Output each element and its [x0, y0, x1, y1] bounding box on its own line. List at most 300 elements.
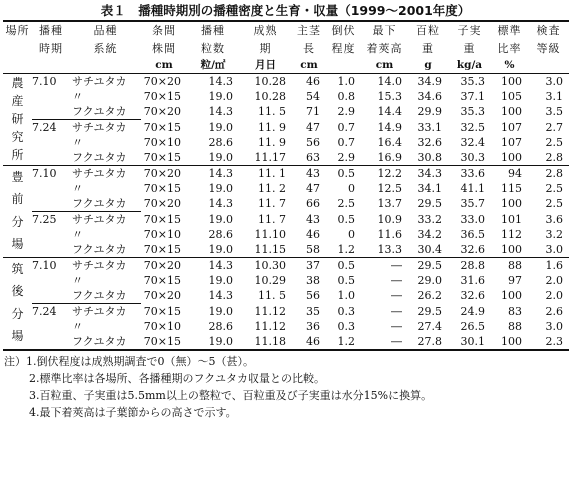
seeds-cell: 14.3: [208, 289, 233, 303]
spacing-cell: 70×15: [143, 151, 181, 164]
header-lodging-2: 程度: [331, 42, 356, 55]
seeds-cell: 28.6: [208, 320, 233, 333]
maturity-cell: 10.29: [254, 274, 286, 287]
stem-cell: 71: [306, 105, 320, 119]
maturity-cell: 11.10: [254, 228, 286, 241]
unit-ratio: %: [491, 58, 528, 74]
lodging-cell: 2.9: [337, 151, 355, 164]
table-row: [3, 150, 569, 166]
grade-cell: 1.6: [528, 258, 569, 274]
weight100-cell: 26.2: [417, 289, 442, 303]
yield-cell: 33.0: [460, 212, 485, 226]
yield-cell: 28.8: [448, 258, 491, 274]
yield-cell: 37.1: [460, 90, 485, 103]
ratio-cell: 88: [508, 320, 522, 333]
table-notes: [4, 353, 571, 421]
note-line: [4, 370, 571, 387]
table-row: [3, 227, 569, 242]
spacing-cell: 70×20: [141, 166, 187, 182]
stem-cell: 46: [292, 74, 326, 90]
lodging-cell: 0.8: [337, 90, 355, 103]
header-row-1: [3, 21, 569, 40]
note-line: [4, 353, 571, 370]
ratio-cell: 115: [501, 182, 522, 195]
cultivar-cell: サチユタカ: [70, 304, 141, 320]
site-char: 産: [11, 93, 24, 108]
cultivar-cell: フクユタカ: [72, 105, 127, 118]
stem-cell: 58: [306, 243, 320, 256]
note-line: [4, 404, 571, 421]
maturity-cell: 11.18: [254, 335, 286, 348]
seeds-cell: 19.0: [208, 120, 233, 134]
table-row: [3, 212, 569, 228]
spacing-cell: 70×15: [143, 304, 181, 318]
seeds-cell: 14.3: [208, 197, 233, 211]
yield-cell: 32.4: [460, 136, 485, 149]
weight100-cell: 33.2: [417, 212, 442, 226]
seeds-cell: 19.0: [208, 182, 233, 195]
yield-cell: 26.5: [460, 320, 485, 333]
pod-height-cell: 14.9: [377, 120, 402, 134]
header-grade: 検査: [528, 21, 569, 40]
spacing-cell: 70×20: [141, 258, 187, 274]
weight100-cell: 27.8: [417, 335, 442, 348]
ratio-cell: 107: [501, 136, 522, 149]
seeds-cell: 19.0: [208, 335, 233, 348]
cultivar-cell: フクユタカ: [72, 335, 127, 348]
period-cell: [32, 181, 70, 196]
spacing-cell: 70×15: [143, 212, 181, 226]
site-char: 筑: [11, 261, 24, 276]
ratio-cell: 100: [501, 197, 522, 211]
maturity-cell: 11. 9: [258, 136, 286, 149]
unit-period: [32, 58, 70, 74]
stem-cell: 47: [306, 120, 320, 134]
unit-pod-height: cm: [361, 58, 408, 74]
header-pod-height-2: 着莢高: [366, 42, 403, 55]
period-cell: [32, 334, 70, 350]
pod-height-cell: 14.0: [361, 74, 408, 90]
cultivar-cell: 〃: [72, 182, 83, 195]
period-cell: [32, 242, 70, 258]
period-cell: 7.24: [32, 120, 70, 136]
weight100-cell: 33.1: [417, 120, 442, 134]
maturity-cell: 11. 7: [258, 197, 286, 211]
pod-height-cell: 12.2: [361, 166, 408, 182]
period-cell: [32, 288, 70, 304]
grade-cell: 3.1: [545, 90, 563, 103]
period-cell: [32, 319, 70, 334]
maturity-cell: 10.28: [254, 90, 286, 103]
pod-height-cell: ―: [391, 274, 402, 287]
yield-cell: 24.9: [460, 304, 485, 318]
table-row: [3, 288, 569, 304]
maturity-cell: 11.15: [254, 243, 286, 256]
stem-cell: 36: [306, 320, 320, 333]
header-seeds: 播種: [187, 21, 239, 40]
weight100-cell: 29.5: [417, 197, 442, 211]
site-group: [3, 74, 569, 166]
cultivar-cell: 〃: [72, 274, 83, 287]
grade-cell: 2.5: [545, 136, 563, 149]
grade-cell: 2.5: [545, 197, 563, 211]
lodging-cell: 0.5: [326, 166, 361, 182]
table-row: [3, 181, 569, 196]
maturity-cell: 11. 5: [258, 289, 286, 303]
unit-lodging: [326, 58, 361, 74]
lodging-cell: 0.3: [337, 320, 355, 333]
table-row: [3, 135, 569, 150]
lodging-cell: 2.5: [337, 197, 355, 211]
cultivar-cell: 〃: [72, 320, 83, 333]
site-cell: [3, 166, 32, 258]
header-weight100-2: 重: [422, 42, 434, 55]
grade-cell: 3.2: [545, 228, 563, 241]
header-cultivar: 品種: [70, 21, 141, 40]
site-char: 究: [11, 129, 24, 144]
site-char: 農: [11, 75, 24, 90]
lodging-cell: 0.5: [337, 274, 355, 287]
period-cell: 7.10: [32, 166, 70, 182]
seeds-cell: 14.3: [208, 105, 233, 119]
period-cell: [32, 273, 70, 288]
yield-cell: 32.6: [460, 289, 485, 303]
header-site: 場所: [3, 21, 32, 40]
pod-height-cell: 14.4: [377, 105, 402, 119]
spacing-cell: 70×15: [143, 90, 181, 103]
seeds-cell: 19.0: [208, 243, 233, 256]
ratio-cell: 105: [501, 90, 522, 103]
period-cell: 7.10: [32, 258, 70, 274]
weight100-cell: 29.5: [408, 258, 448, 274]
seeds-cell: 28.6: [208, 136, 233, 149]
unit-weight100: g: [408, 58, 448, 74]
grade-cell: 2.8: [528, 166, 569, 182]
period-cell: [32, 104, 70, 120]
maturity-cell: 11. 5: [258, 105, 286, 119]
lodging-cell: 1.2: [337, 335, 355, 348]
spacing-cell: 70×15: [143, 335, 181, 348]
header-stem: 主茎: [292, 21, 326, 40]
weight100-cell: 30.8: [417, 151, 442, 164]
grade-cell: 2.7: [545, 120, 563, 134]
units-row: [3, 58, 569, 74]
weight100-cell: 34.2: [417, 228, 442, 241]
header-seeds-2: 粒数: [201, 42, 225, 55]
yield-cell: 32.6: [460, 243, 485, 256]
stem-cell: 54: [306, 90, 320, 103]
header-grade-2: 等級: [536, 42, 561, 55]
lodging-cell: 0.5: [326, 258, 361, 274]
grade-cell: 2.3: [545, 335, 563, 348]
grade-cell: 2.8: [545, 151, 563, 164]
note-text: 4.最下着莢高は子葉節からの高さで示す。: [29, 406, 237, 419]
seeds-cell: 14.3: [187, 74, 239, 90]
ratio-cell: 112: [501, 228, 522, 241]
header-maturity: 成熟: [239, 21, 292, 40]
yield-cell: 32.5: [460, 120, 485, 134]
grade-cell: 2.0: [545, 274, 563, 287]
stem-cell: 38: [306, 274, 320, 287]
weight100-cell: 29.5: [417, 304, 442, 318]
table-row: [3, 104, 569, 120]
ratio-cell: 97: [508, 274, 522, 287]
pod-height-cell: 16.4: [377, 136, 402, 149]
ratio-cell: 100: [491, 74, 528, 90]
lodging-cell: 1.0: [326, 74, 361, 90]
yield-cell: 35.7: [460, 197, 485, 211]
yield-cell: 31.6: [460, 274, 485, 287]
site-group: [3, 258, 569, 351]
header-spacing: 条間: [141, 21, 187, 40]
header-yield: 子実: [448, 21, 491, 40]
table-row: [3, 304, 569, 320]
cultivar-cell: サチユタカ: [70, 258, 141, 274]
header-period-2: 時期: [39, 42, 63, 55]
header-weight100: 百粒: [408, 21, 448, 40]
yield-cell: 30.3: [460, 151, 485, 164]
ratio-cell: 101: [501, 212, 522, 226]
spacing-cell: 70×15: [143, 243, 181, 256]
yield-cell: 35.3: [460, 105, 485, 119]
unit-spacing: cm: [141, 58, 187, 74]
seeds-cell: 28.6: [208, 228, 233, 241]
weight100-cell: 29.0: [417, 274, 442, 287]
grade-cell: 3.0: [528, 74, 569, 90]
pod-height-cell: ―: [391, 304, 402, 318]
header-stem-2: 長: [303, 42, 315, 55]
period-cell: 7.25: [32, 212, 70, 228]
stem-cell: 43: [306, 212, 320, 226]
header-lodging: 倒伏: [326, 21, 361, 40]
stem-cell: 63: [306, 151, 320, 164]
lodging-cell: 0.3: [337, 304, 355, 318]
seeds-cell: 14.3: [187, 166, 239, 182]
data-table: [3, 20, 569, 351]
table-row: [3, 258, 569, 274]
header-ratio: 標準: [491, 21, 528, 40]
weight100-cell: 34.1: [417, 182, 442, 195]
table-row: [3, 196, 569, 212]
site-cell: [3, 74, 32, 166]
stem-cell: 37: [292, 258, 326, 274]
unit-maturity: 月日: [239, 58, 292, 74]
header-yield-2: 重: [463, 42, 476, 55]
cultivar-cell: 〃: [72, 228, 83, 241]
lodging-cell: 2.9: [337, 105, 355, 119]
lodging-cell: 1.2: [337, 243, 355, 256]
period-cell: 7.10: [32, 74, 70, 90]
table-row: [3, 120, 569, 136]
site-cell: [3, 258, 32, 351]
spacing-cell: 70×10: [143, 136, 181, 149]
site-char: 豊: [11, 169, 24, 184]
spacing-cell: 70×15: [143, 120, 181, 134]
lodging-cell: 0: [348, 182, 355, 195]
stem-cell: 66: [306, 197, 320, 211]
maturity-cell: 11. 2: [258, 182, 286, 195]
site-char: 場: [11, 237, 24, 252]
ratio-cell: 83: [508, 304, 522, 318]
spacing-cell: 70×10: [143, 228, 181, 241]
yield-cell: 33.6: [448, 166, 491, 182]
pod-height-cell: ―: [391, 289, 402, 303]
maturity-cell: 11.12: [254, 304, 286, 318]
stem-cell: 47: [306, 182, 320, 195]
cultivar-cell: 〃: [72, 90, 83, 103]
maturity-cell: 10.28: [239, 74, 292, 90]
seeds-cell: 14.3: [187, 258, 239, 274]
grade-cell: 3.5: [545, 105, 563, 119]
table-caption: 表１ 播種時期別の播種密度と生育・収量（1999～2001年度）: [100, 3, 471, 18]
pod-height-cell: ―: [391, 335, 402, 348]
maturity-cell: 11. 7: [258, 212, 286, 226]
table-row: [3, 89, 569, 104]
pod-height-cell: 13.3: [377, 243, 402, 256]
yield-cell: 41.1: [460, 182, 485, 195]
maturity-cell: 11.17: [254, 151, 286, 164]
pod-height-cell: 15.3: [377, 90, 402, 103]
cultivar-cell: 〃: [72, 136, 83, 149]
maturity-cell: 11. 1: [239, 166, 292, 182]
weight100-cell: 29.9: [417, 105, 442, 119]
weight100-cell: 34.9: [408, 74, 448, 90]
cultivar-cell: フクユタカ: [72, 289, 127, 302]
pod-height-cell: 16.9: [377, 151, 402, 164]
ratio-cell: 100: [501, 243, 522, 256]
ratio-cell: 100: [501, 105, 522, 119]
table-row: [3, 74, 569, 90]
maturity-cell: 11.12: [254, 320, 286, 333]
maturity-cell: 11. 9: [258, 120, 286, 134]
pod-height-cell: 12.5: [377, 182, 402, 195]
unit-yield: kg/a: [448, 58, 491, 74]
seeds-cell: 19.0: [208, 90, 233, 103]
site-char: 所: [11, 147, 24, 162]
site-char: 分: [11, 306, 24, 321]
lodging-cell: 0.7: [337, 120, 355, 134]
grade-cell: 2.6: [545, 304, 563, 318]
yield-cell: 35.3: [448, 74, 491, 90]
ratio-cell: 107: [501, 120, 522, 134]
lodging-cell: 0.5: [337, 212, 355, 226]
stem-cell: 56: [306, 289, 320, 303]
stem-cell: 46: [306, 228, 320, 241]
header-site-2: [3, 40, 32, 58]
header-maturity-2: 期: [259, 42, 272, 55]
cultivar-cell: サチユタカ: [70, 166, 141, 182]
grade-cell: 3.6: [545, 212, 563, 226]
note-text: 2.標準比率は各場所、各播種期のフクユタカ収量との比較。: [29, 372, 325, 385]
period-cell: [32, 227, 70, 242]
unit-seeds: 粒/㎡: [187, 58, 239, 74]
unit-cultivar: [70, 58, 141, 74]
stem-cell: 43: [292, 166, 326, 182]
note-text: 1.倒伏程度は成熟期調査で0（無）～5（甚）。: [26, 355, 254, 368]
grade-cell: 2.5: [545, 182, 563, 195]
table-row: [3, 319, 569, 334]
site-char: 後: [11, 284, 24, 299]
table-row: [3, 334, 569, 350]
header-cultivar-2: 系統: [93, 42, 118, 55]
table-row: [3, 242, 569, 258]
site-char: 研: [11, 111, 24, 126]
lodging-cell: 0.7: [337, 136, 355, 149]
seeds-cell: 19.0: [208, 274, 233, 287]
lodging-cell: 1.0: [337, 289, 355, 303]
lodging-cell: 0: [348, 228, 355, 241]
header-pod-height: 最下: [361, 21, 408, 40]
cultivar-cell: サチユタカ: [70, 212, 141, 228]
cultivar-cell: サチユタカ: [70, 74, 141, 90]
cultivar-cell: フクユタカ: [72, 243, 127, 256]
weight100-cell: 30.4: [417, 243, 442, 256]
spacing-cell: 70×20: [141, 74, 187, 90]
ratio-cell: 88: [491, 258, 528, 274]
unit-grade: [528, 58, 569, 74]
spacing-cell: 70×15: [143, 274, 181, 287]
seeds-cell: 19.0: [208, 304, 233, 318]
ratio-cell: 100: [501, 151, 522, 164]
period-cell: [32, 150, 70, 166]
site-char: 分: [11, 214, 24, 229]
weight100-cell: 34.3: [408, 166, 448, 182]
cultivar-cell: サチユタカ: [70, 120, 141, 136]
unit-stem: cm: [292, 58, 326, 74]
grade-cell: 2.0: [545, 289, 563, 303]
yield-cell: 30.1: [460, 335, 485, 348]
note-text: 3.百粒重、子実重は5.5mm以上の整粒で、百粒重及び子実重は水分15%に換算。: [29, 389, 433, 402]
stem-cell: 46: [306, 335, 320, 348]
pod-height-cell: ―: [391, 320, 402, 333]
spacing-cell: 70×20: [143, 289, 181, 303]
maturity-cell: 10.30: [239, 258, 292, 274]
grade-cell: 3.0: [545, 320, 563, 333]
spacing-cell: 70×15: [143, 182, 181, 195]
yield-cell: 36.5: [460, 228, 485, 241]
site-group: [3, 166, 569, 258]
header-ratio-2: 比率: [497, 42, 522, 55]
note-prefix: 注）: [4, 355, 26, 368]
table-row: [3, 273, 569, 288]
header-spacing-2: 株間: [152, 42, 176, 55]
ratio-cell: 100: [501, 289, 522, 303]
period-cell: [32, 196, 70, 212]
ratio-cell: 100: [501, 335, 522, 348]
pod-height-cell: 13.7: [377, 197, 402, 211]
site-char: 前: [11, 192, 24, 207]
grade-cell: 3.0: [545, 243, 563, 256]
spacing-cell: 70×10: [143, 320, 181, 333]
cultivar-cell: フクユタカ: [72, 197, 127, 210]
period-cell: 7.24: [32, 304, 70, 320]
pod-height-cell: ―: [361, 258, 408, 274]
weight100-cell: 32.6: [417, 136, 442, 149]
seeds-cell: 19.0: [208, 151, 233, 164]
pod-height-cell: 10.9: [377, 212, 402, 226]
period-cell: [32, 89, 70, 104]
table-row: [3, 166, 569, 182]
seeds-cell: 19.0: [208, 212, 233, 226]
site-char: 場: [11, 329, 24, 344]
unit-site: [3, 58, 32, 74]
spacing-cell: 70×20: [143, 197, 181, 211]
note-line: [4, 387, 571, 404]
stem-cell: 56: [306, 136, 320, 149]
period-cell: [32, 135, 70, 150]
header-row-2: [3, 40, 569, 58]
ratio-cell: 94: [491, 166, 528, 182]
